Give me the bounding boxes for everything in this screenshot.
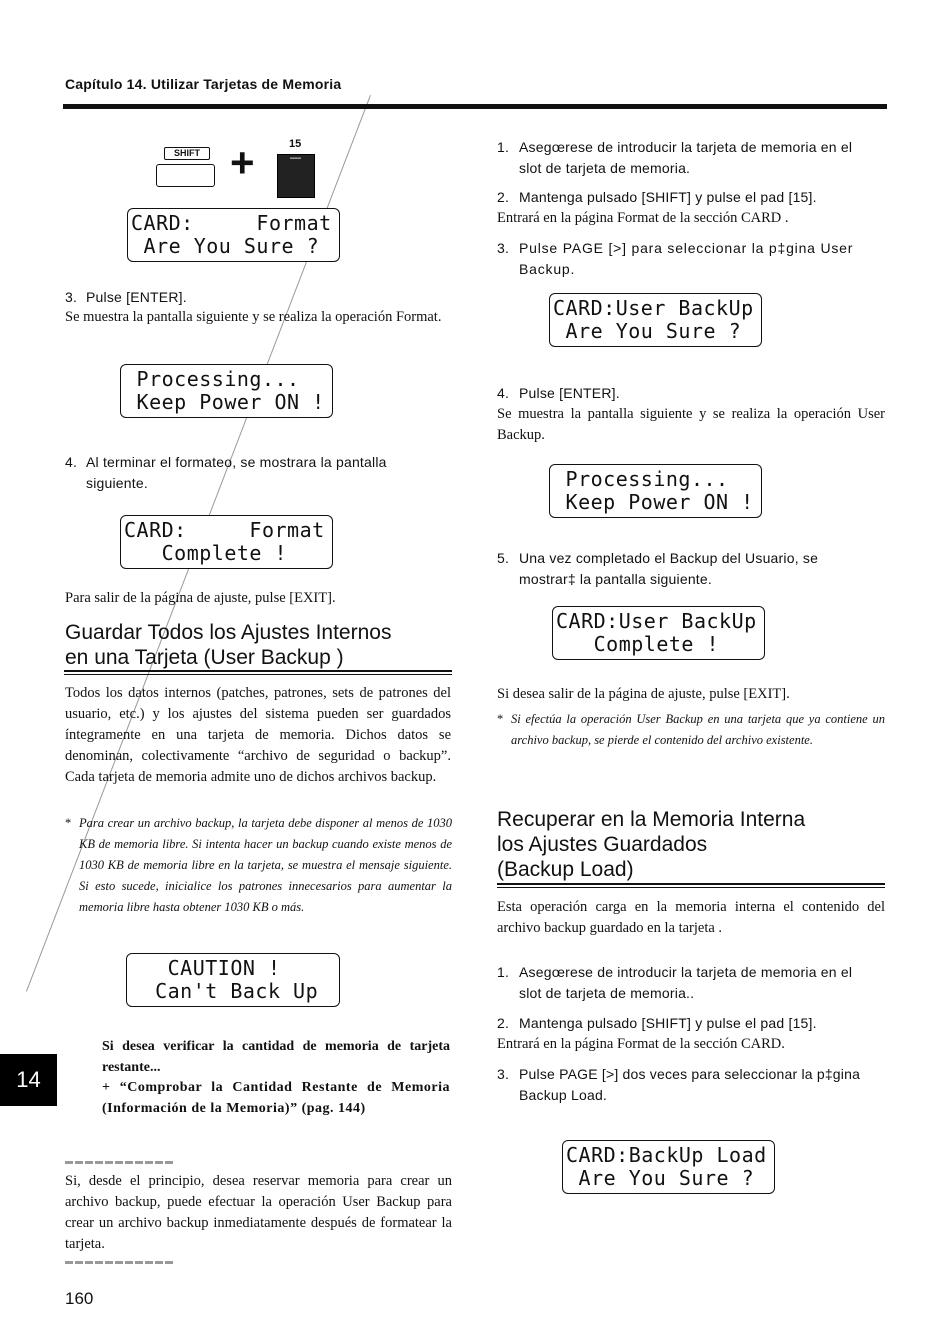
reference-heading: Si desea verificar la cantidad de memoria de tarjeta restante... [102,1039,450,1075]
step-text: Al terminar el formateo, se mostrara la pantalla siguiente. [86,454,387,491]
step-number: 4. [497,385,510,401]
lcd-line-1: CARD: Format [124,518,325,542]
step-number: 3. [497,240,510,256]
step-text: Pulse PAGE [>] dos veces para seleccionar la p‡gina Backup Load. [519,1066,861,1103]
step-text: Mantenga pulsado [SHIFT] y pulse el pad [15]. [519,1015,817,1031]
pad-mark: — [290,152,301,164]
note [497,709,885,751]
lcd-caution [126,953,340,1007]
page-reference-link[interactable]: + “Comprobar la Cantidad Restante de Memoria (Información de la Memoria)” (pag. 144) [102,1080,450,1116]
step-body: Entrará en la página Format de la sección CARD . [497,210,789,226]
chapter-header: Capítulo 14. Utilizar Tarjetas de Memoria [65,76,342,92]
plus-symbol: + [230,139,255,186]
step-body: Se muestra la pantalla siguiente y se realiza la operación User Backup. [497,406,885,443]
step-text: Pulse [ENTER]. [519,385,620,401]
note-star: * [65,816,72,830]
note [65,813,452,918]
step-text: Asegœrese de introducir la tarjeta de memoria en el slot de tarjeta de memoria.. [519,964,853,1001]
section-body: Esta operación carga en la memoria interna el contenido del archivo backup guardado en la tarjeta . [497,899,885,936]
section-rule [64,670,452,675]
lcd-line-2: Are You Sure ? [553,319,742,343]
lcd-backup-confirm [549,293,762,347]
lcd-line-2: Keep Power ON ! [124,390,325,414]
section-body: Todos los datos internos (patches, patrones, sets de patrones del usuario, etc.) y los ajustes del sistema pueden ser guardados íntegramente en una tarjeta de memoria. Dichos datos se denominan, colectivamente “archivo de seguridad o backup”. Cada tarjeta de memoria admite uno de dichos archivos backup. [65,685,451,785]
shift-key-icon [156,164,215,187]
step-body: Entrará en la página Format de la sección CARD. [497,1036,785,1052]
lcd-line-1: CARD: Format [131,211,332,235]
page-number: 160 [65,1289,94,1308]
shift-key-label: SHIFT [164,147,210,160]
section-title-line-2: los Ajustes Guardados [497,833,708,856]
tip-divider-bottom [65,1261,173,1264]
lcd-processing [120,364,333,418]
lcd-format-complete [120,515,333,569]
note-text: Si efectúa la operación User Backup en una tarjeta que ya contiene un archivo backup, se pierde el contenido del archivo existente. [511,712,885,747]
lcd-backup-load [562,1140,775,1194]
lcd-line-1: Processing... [124,367,300,391]
keys-diagram [150,138,330,202]
lcd-line-2: Are You Sure ? [566,1166,755,1190]
step-number: 3. [497,1066,510,1082]
lcd-line-1: CAUTION ! [130,956,281,980]
step-text: Una vez completado el Backup del Usuario, se mostrar‡ la pantalla siguiente. [519,550,819,587]
lcd-backup-complete [552,606,765,660]
lcd-line-2: Are You Sure ? [131,234,320,258]
step-body: Se muestra la pantalla siguiente y se realiza la operación Format. [65,309,442,325]
lcd-line-1: Processing... [553,467,729,491]
lcd-line-2: Complete ! [556,632,720,656]
lcd-line-1: CARD:User BackUp [553,296,754,320]
step-number: 4. [65,454,78,470]
pad-number-label: 15 [289,138,302,150]
step-text: Pulse [ENTER]. [86,289,187,305]
section-title-line-2: en una Tarjeta (User Backup ) [65,646,344,669]
header-rule [63,104,887,109]
note-text: Para crear un archivo backup, la tarjeta debe disponer al menos de 1030 KB de memoria libre. Si intenta hacer un backup cuando existe menos de 1030 KB de memoria libre en la tarjeta, se muestra el mensaje siguiente. Si esto sucede, inicialice los patrones innecesarios para aumentar la memoria libre hasta obtener 1030 KB o más. [79,816,452,914]
section-rule [497,883,885,888]
tip-divider-top [65,1161,173,1164]
lcd-processing [549,464,762,518]
step-number: 5. [497,550,510,566]
pad-15-icon [277,154,315,198]
tip-text: Si, desde el principio, desea reservar memoria para crear un archivo backup, puede efectuar la operación User Backup para crear un archivo backup inmediatamente después de formatear la tarjeta. [65,1173,452,1252]
lcd-line-2: Can't Back Up [130,979,319,1003]
step-text: Asegœrese de introducir la tarjeta de memoria en el slot de tarjeta de memoria. [519,139,853,176]
note-star: * [497,712,504,726]
step-number: 3. [65,289,78,305]
lcd-format-confirm [127,208,340,262]
lcd-line-2: Keep Power ON ! [553,490,754,514]
lcd-line-1: CARD:User BackUp [556,609,757,633]
step-text: Pulse PAGE [>] para seleccionar la p‡gina User Backup. [519,240,854,277]
step-number: 2. [497,1015,510,1031]
section-title-line-1: Guardar Todos los Ajustes Internos [65,621,392,644]
exit-instruction: Para salir de la página de ajuste, pulse [EXIT]. [65,590,336,606]
exit-instruction: Si desea salir de la página de ajuste, pulse [EXIT]. [497,686,790,702]
step-number: 1. [497,964,510,980]
section-title-line-1: Recuperar en la Memoria Interna [497,808,806,831]
step-number: 2. [497,189,510,205]
step-text: Mantenga pulsado [SHIFT] y pulse el pad [15]. [519,189,817,205]
lcd-line-2: Complete ! [124,541,288,565]
chapter-tab: 14 [0,1054,57,1106]
step-number: 1. [497,139,510,155]
section-title-line-3: (Backup Load) [497,858,634,881]
lcd-line-1: CARD:BackUp Load [566,1143,767,1167]
